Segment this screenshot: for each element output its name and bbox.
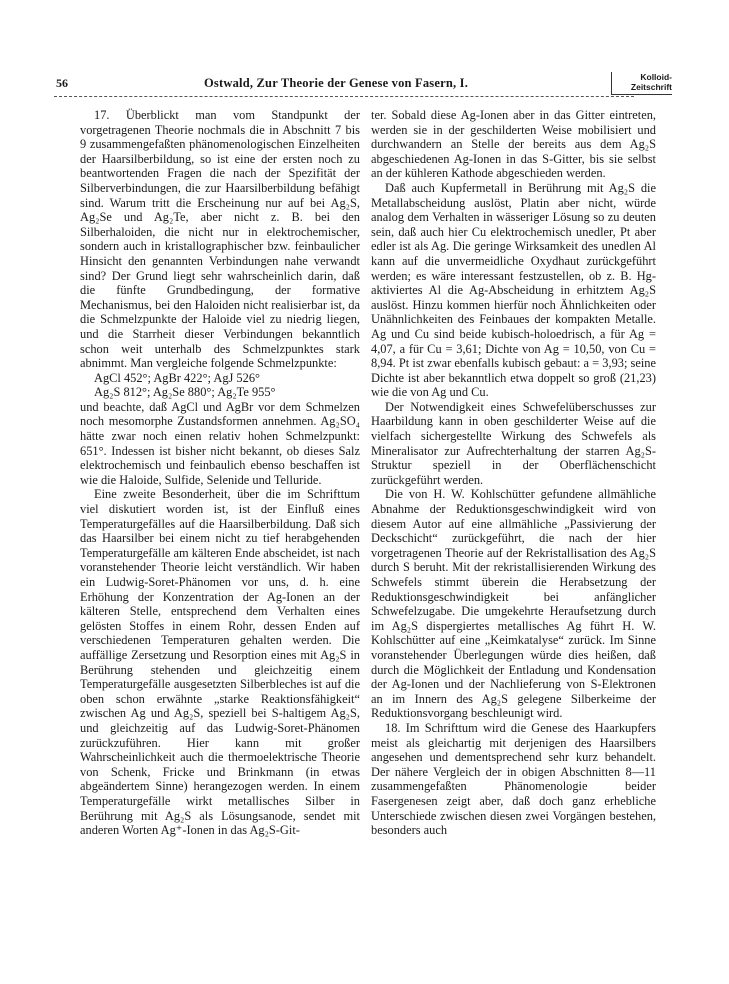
journal-line-2: Zeitschrift — [630, 82, 672, 92]
page-header — [54, 70, 676, 96]
paragraph-continuation-right: ter. Sobald diese Ag-Ionen aber in das Gitter eintreten, werden sie in der geschilderten Weise mobilisiert und durchwandern an Stelle der bereits aus dem Ag₂S abgeschiedenen Ag-Ionen in das S-Gitter, bis sie selbst an der kühleren Kathode abgeschieden werden. — [371, 108, 656, 181]
temperature-gradient-paragraph: Eine zweite Besonderheit, über die im Schrifttum viel diskutiert worden ist, ist der Einfluß eines Temperaturgefälles auf die Haarsilberbildung. Daß sich das Haarsilber bei einem nicht zu tief herabgehenden Temperaturgefälle am kälteren Ende abscheidet, ist nach voranstehender Theorie leicht verständlich. Wir haben ein Ludwig-Soret-Phänomen vor uns, d. h. eine Erhöhung der Konzentration der Ag-Ionen an der kälteren Stelle, entsprechend dem Verhalten eines gelösten Stoffes in einem Rohr, dessen Enden auf verschiedenen Temperaturen gehalten werden. Die auffällige Zersetzung und Resorption eines mit Ag₂S in Berührung stehenden und gleichzeitig einem Temperaturgefälle ausgesetzten Silberbleches ist auf die oben schon erwähnte „starke Reaktionsfähigkeit“ zwischen Ag und Ag₂S, speziell bei S-haltigem Ag₂S, und gleichzeitig auf das Ludwig-Soret-Phänomen zurückzuführen. Hier kann mit großer Wahrscheinlichkeit auch die thermoelektrische Theorie von Schenk, Fricke und Brinkmann (in etwas abgeändertem Sinne) herangezogen werden. In einem Temperaturgefälle wirkt metallisches Silber in Berührung mit Ag₂S als Lösungsanode, sendet mit anderen Worten Ag⁺-Ionen in das Ag₂S-Git- — [80, 487, 360, 838]
journal-name — [611, 72, 672, 95]
left-column — [80, 108, 360, 838]
page-number: 56 — [56, 76, 68, 90]
journal-line-1: Kolloid- — [640, 72, 672, 82]
melting-points-row-chalcogenides: Ag₂S 812°; Ag₂Se 880°; Ag₂Te 955° — [94, 385, 276, 400]
right-column — [371, 108, 656, 838]
melting-points-table — [94, 371, 360, 400]
section-18-paragraph: 18. Im Schrifttum wird die Genese des Haarkupfers meist als gleichartig mit derjenigen des Haarsilbers angesehen und dementsprechend sehr kurz behandelt. Der nähere Vergleich der in obigen Abschnitten 8—11 zusammengefaßten Phänomenologie beider Fasergenesen zeigt aber, daß doch ganz erhebliche Unterschiede zwischen diesen zwei Vorgängen bestehen, besonders auch — [371, 720, 656, 838]
copper-platinum-paragraph: Daß auch Kupfermetall in Berührung mit Ag₂S die Metallabscheidung auslöst, Platin aber nicht, würde analog dem Verhalten in wässeriger Lösung so zu deuten sein, daß auch hier Cu elektrochemisch unedler, Pt aber edler ist als Ag. Die geringe Wirksamkeit des unedlen Al kann auf die unvermeidliche Oxydhaut zurückgeführt werden; es wäre interessant festzustellen, ob z. B. Hg-aktiviertes Al die Ag-Abscheidung in erhitztem Ag₂S auslöst. Hinzu kommen hierfür noch Ähnlichkeiten oder Unähnlichkeiten des Feinbaues der kompakten Metalle. Ag und Cu sind beide kubisch-holoedrisch, a für Ag = 4,07, a für Cu = 3,61; Dichte von Ag = 10,50, von Cu = 8,94. Pt ist zwar ebenfalls kubisch gebaut: a = 3,93; seine Dichte ist aber bekanntlich etwa doppelt so groß (21,23) wie die von Ag und Cu. — [371, 180, 656, 400]
header-rule — [54, 96, 634, 97]
kohlschuetter-paragraph: Die von H. W. Kohlschütter gefundene allmähliche Abnahme der Reduktionsgeschwindigkeit wird von diesem Autor auf eine allmähliche „Passivierung der Deckschicht“ zurückgeführt, die nach der hier vorgetragenen Theorie auf der Rekristallisation des Ag₂S durch S beruht. Mit der rekristallisierenden Wirkung des Schwefels stimmt überein die Herabsetzung der Reduktionsgeschwindigkeit bei anfänglicher Schwefelzugabe. Die umgekehrte Heraufsetzung durch im Ag₂S dispergiertes metallisches Ag führt H. W. Kohlschütter auf eine „Keimkatalyse“ zurück. Im Sinne voranstehender Überlegungen würde dies heißen, daß durch die Möglichkeit der Entladung und Kondensation der Ag-Ionen und der Nachlieferung von S-Elektronen an im Innern des Ag₂S gelegene Silberkeime der Reduktionsvorgang beschleunigt wird. — [371, 487, 656, 721]
sulfur-excess-paragraph: Der Notwendigkeit eines Schwefelüberschusses zur Haarbildung kann in oben geschilderter Weise auf die vielfach sichergestellte Wirkung des Schwefels als Mineralisator zur Aufrechterhaltung der starren Ag₂S-Struktur speziell in der Oberflächenschicht zurückgeführt werden. — [371, 399, 656, 487]
melting-points-row-halides: AgCl 452°; AgBr 422°; AgJ 526° — [94, 370, 260, 385]
running-title: Ostwald, Zur Theorie der Genese von Fasern, I. — [204, 76, 469, 90]
paragraph-continuation: und beachte, daß AgCl und AgBr vor dem Schmelzen noch mesomorphe Zustandsformen annehmen. Ag₂SO₄ hätte zwar noch einen relativ hohen Schmelzpunkt: 651°. Indessen ist bisher nicht bekannt, ob dieses Salz elektrochemisch und feinbaulich ebenso beschaffen ist wie die Haloide, Sulfide, Selenide und Telluride. — [80, 399, 360, 487]
section-17-paragraph: 17. Überblickt man vom Standpunkt der vorgetragenen Theorie nochmals die in Abschnitt 7 bis 9 zusammengefaßten phänomenologischen Einzelheiten der Haarsilberbildung, so ist eine der ersten noch zu beantwortenden Fragen die nach der Spezifität der Silberverbindungen, die zur Haarsilberbildung befähigt sind. Warum tritt die Erscheinung nur auf bei Ag₂S, Ag₂Se und Ag₂Te, aber nicht z. B. bei den Silberhaloiden, die nicht nur in elektrochemischer, sondern auch in kristallographischer bzw. feinbaulicher Hinsicht den genannten Verbindungen nahe verwandt sind? Der Grund liegt sehr wahrscheinlich darin, daß die fünfte Grundbedingung, der formative Mechanismus, bei den Haloiden nicht realisierbar ist, da die Schmelzpunkte der Haloide viel zu niedrig liegen, und die Starrheit dieser Verbindungen bekanntlich schon weit unterhalb des Schmelzpunktes stark abnimmt. Man vergleiche folgende Schmelzpunkte: — [80, 108, 360, 371]
